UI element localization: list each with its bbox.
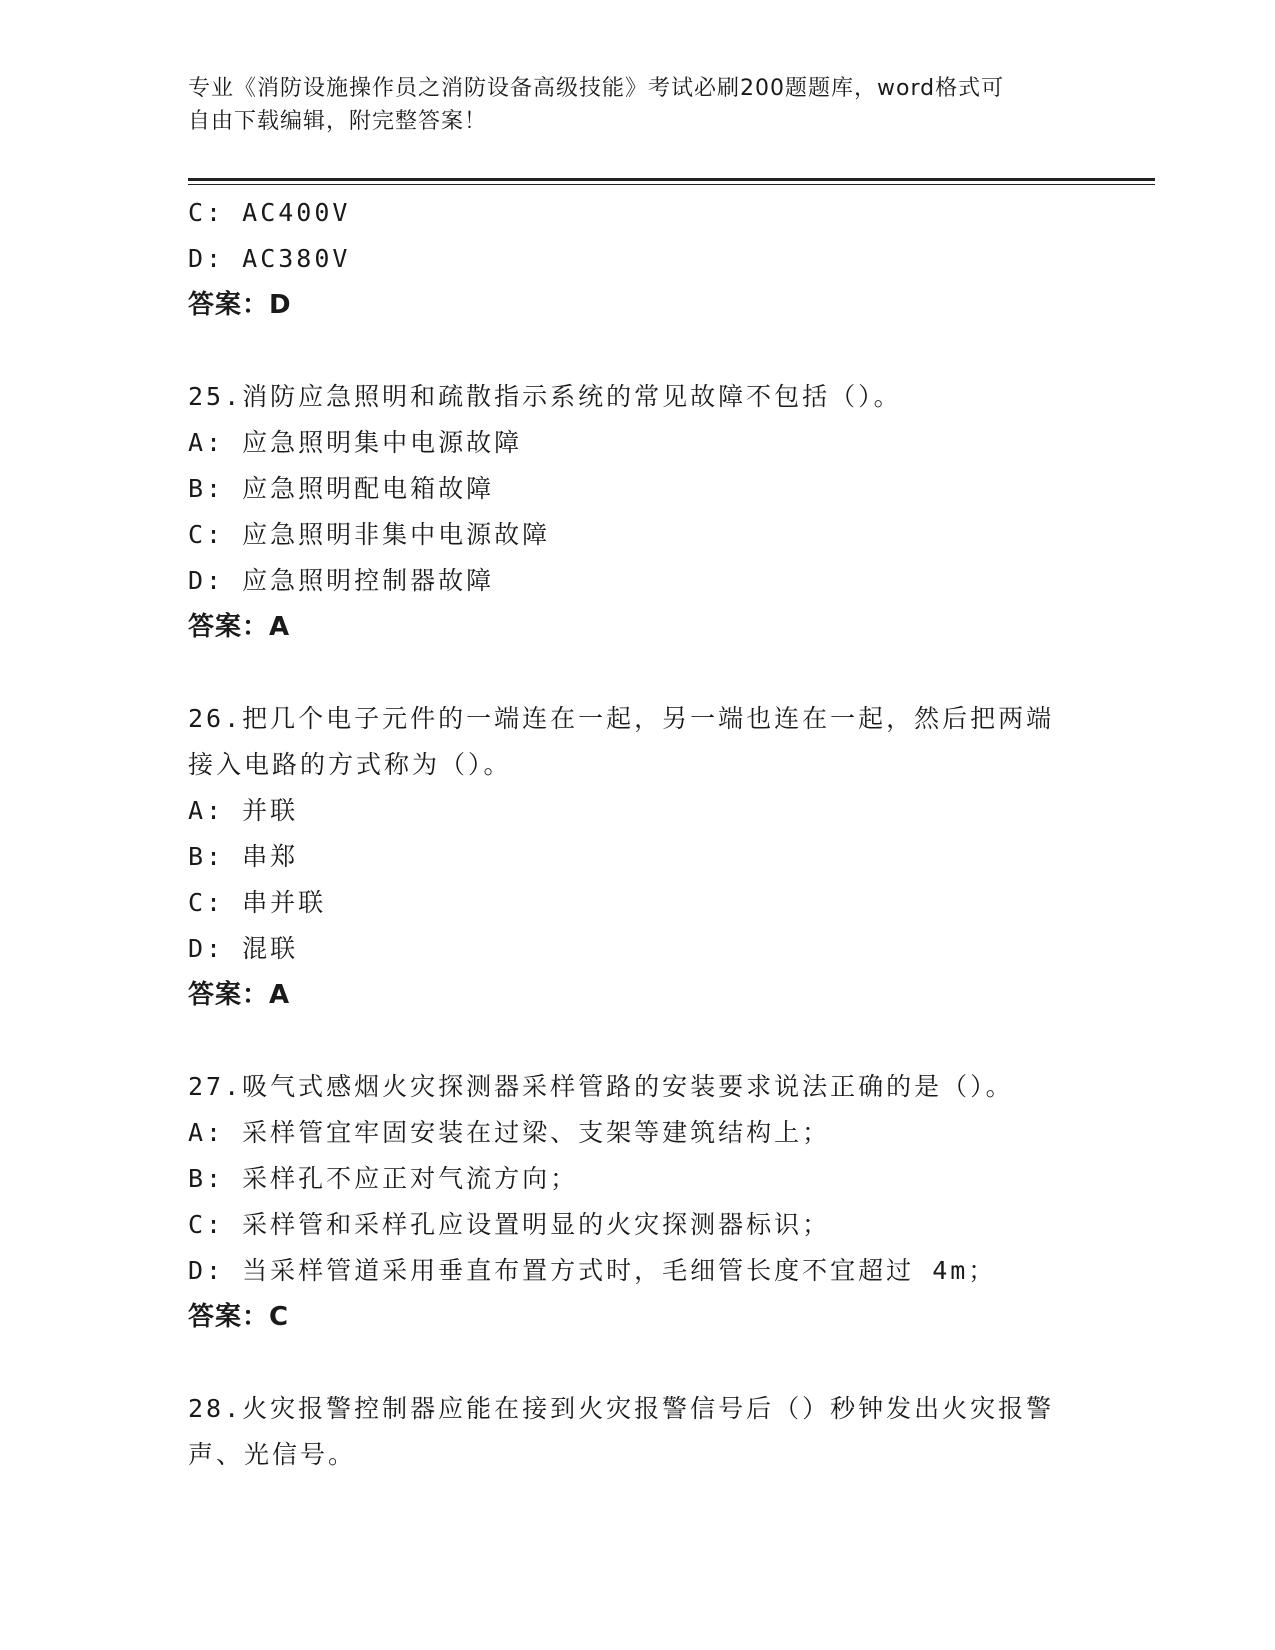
header-rule-thin [188, 184, 1155, 185]
option-d: D: AC380V [188, 244, 351, 273]
question-title-continued: 接入电路的方式称为（）。 [188, 750, 512, 779]
questions-content [188, 190, 1088, 1478]
header-line-2: 自由下载编辑，附完整答案！ [188, 109, 488, 134]
option-b: B: 采样孔不应正对气流方向； [188, 1164, 579, 1193]
question-25 [188, 374, 1088, 650]
answer: 答案：A [188, 980, 291, 1010]
option-d: D: 应急照明控制器故障 [188, 566, 495, 595]
option-a: A: 应急照明集中电源故障 [188, 428, 523, 457]
question-title: 25.消防应急照明和疏散指示系统的常见故障不包括（）。 [188, 382, 902, 411]
question-title: 28.火灾报警控制器应能在接到火灾报警信号后（）秒钟发出火灾报警 [188, 1394, 1055, 1423]
header-rule-thick [188, 178, 1155, 181]
question-28 [188, 1386, 1088, 1478]
answer: 答案：A [188, 612, 291, 642]
option-b: B: 串郑 [188, 842, 299, 871]
question-27 [188, 1064, 1088, 1340]
question-title: 26.把几个电子元件的一端连在一起，另一端也连在一起，然后把两端 [188, 704, 1055, 733]
option-b: B: 应急照明配电箱故障 [188, 474, 495, 503]
question-title: 27.吸气式感烟火灾探测器采样管路的安装要求说法正确的是（）。 [188, 1072, 1014, 1101]
option-c: C: 串并联 [188, 888, 327, 917]
question-26 [188, 696, 1088, 1018]
option-d: D: 当采样管道采用垂直布置方式时，毛细管长度不宜超过 4m； [188, 1256, 997, 1285]
question-title-continued: 声、光信号。 [188, 1440, 357, 1469]
answer: 答案：D [188, 290, 292, 320]
option-a: A: 并联 [188, 796, 299, 825]
option-c: C: 采样管和采样孔应设置明显的火灾探测器标识； [188, 1210, 831, 1239]
page-header [188, 72, 1068, 138]
header-line-1: 专业《消防设施操作员之消防设备高级技能》考试必刷200题题库，word格式可 [188, 76, 1005, 101]
option-c: C: 应急照明非集中电源故障 [188, 520, 551, 549]
option-d: D: 混联 [188, 934, 299, 963]
answer: 答案：C [188, 1302, 290, 1332]
option-c: C: AC400V [188, 198, 351, 227]
option-a: A: 采样管宜牢固安装在过梁、支架等建筑结构上； [188, 1118, 831, 1147]
partial-question [188, 190, 1088, 328]
